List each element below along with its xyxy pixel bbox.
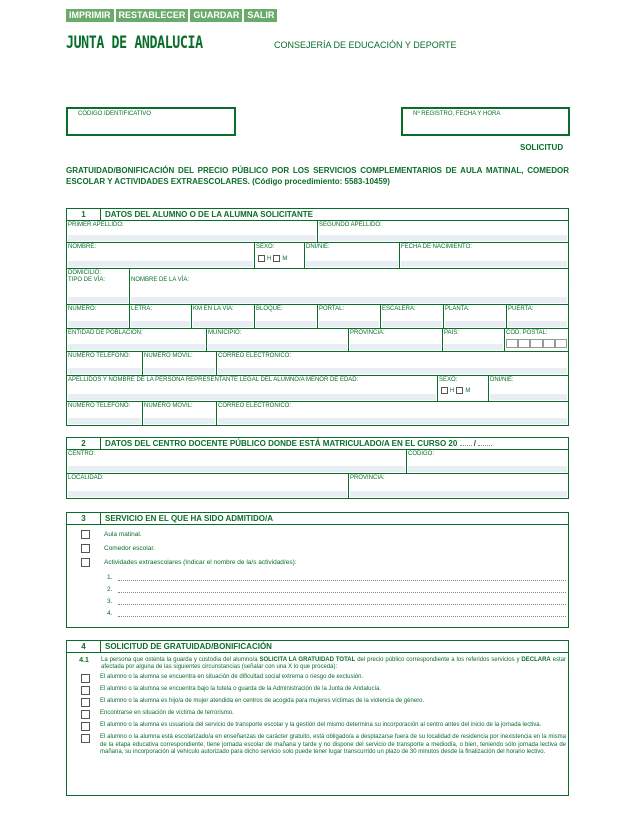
dni-field[interactable]: DNI/NIE: — [305, 243, 400, 268]
repr-telefono-field[interactable]: NÚMERO TELÉFONO: — [67, 402, 143, 425]
option-3-checkbox[interactable] — [81, 698, 90, 707]
imprimir-button[interactable]: IMPRIMIR — [66, 9, 114, 22]
section-title: SOLICITUD DE GRATUIDAD/BONIFICACIÓN — [105, 642, 272, 651]
h-label: H — [267, 256, 272, 263]
codigo-box[interactable] — [66, 107, 236, 136]
aula-matinal-label: Aula matinal. — [104, 530, 142, 538]
option-5-label: El alumno o la alumna es usuario/a del servicio de transporte escolar y la gestión del mismo determina su incorporación al centro antes del inicio de la jornada lectiva. — [100, 722, 542, 728]
section-number: 4 — [67, 641, 101, 652]
bloque-field[interactable]: BLOQUE: — [255, 305, 318, 328]
guardar-button[interactable]: GUARDAR — [190, 9, 242, 22]
option-1-label: El alumno o la alumna se encuentra en situación de dificultad social extrema o riesgo de exclusión. — [100, 674, 364, 680]
section-title: SERVICIO EN EL QUE HA SIDO ADMITIDO/A — [105, 514, 274, 523]
registro-box[interactable] — [401, 107, 570, 136]
comedor-label: Comedor escolar. — [104, 544, 155, 552]
actividad-3-field[interactable]: 3. — [107, 593, 568, 605]
section-number: 1 — [67, 209, 101, 220]
section-title: DATOS DEL ALUMNO O DE LA ALUMNA SOLICITANTE — [105, 210, 313, 219]
puerta-field[interactable]: PUERTA: — [507, 305, 568, 328]
aula-matinal-checkbox[interactable] — [81, 530, 90, 539]
option-3-label: El alumno o la alumna es hijo/a de mujer atendida en centros de acogida para mujeres víctimas de la violencia de género. — [100, 698, 425, 704]
sexo-field — [255, 243, 305, 268]
section-3 — [66, 512, 569, 628]
domicilio-label: DOMICILIO: — [68, 270, 102, 276]
tipo-via-label: TIPO DE VÍA: — [68, 277, 106, 283]
section-1 — [66, 208, 569, 426]
form-title: GRATUIDAD/BONIFICACIÓN DEL PRECIO PÚBLICO POR LOS SERVICIOS COMPLEMENTARIOS DE AULA MATINAL, COMEDOR ESCOLAR Y ACTIVIDADES EXTRAESCOLARES. (Código procedimiento: 5583-10459) — [66, 166, 569, 186]
restablecer-button[interactable]: RESTABLECER — [116, 9, 189, 22]
sexo-label: SEXO: — [256, 244, 275, 250]
consejeria-title: CONSEJERÍA DE EDUCACIÓN Y DEPORTE — [274, 40, 457, 50]
repr-h-label: H — [450, 388, 455, 395]
repr-sexo-label: SEXO: — [439, 377, 458, 383]
option-2-checkbox[interactable] — [81, 686, 90, 695]
option-4-checkbox[interactable] — [81, 710, 90, 719]
brand-logo: JUNTA DE ANDALUCIA — [66, 33, 203, 53]
repr-movil-field[interactable]: NÚMERO MÓVIL: — [143, 402, 217, 425]
sexo-h-checkbox[interactable] — [258, 255, 265, 262]
option-4-label: Encontrarse en situación de víctima de terrorismo. — [100, 710, 234, 716]
repr-dni-field[interactable]: DNI/NIE: — [489, 376, 568, 401]
primer-apellido-field[interactable]: PRIMER APELLIDO: — [67, 221, 318, 242]
repr-correo-field[interactable]: CORREO ELECTRÓNICO: — [217, 402, 568, 425]
cp-label: COD. POSTAL: — [506, 330, 548, 336]
repr-sexo-h-checkbox[interactable] — [441, 387, 448, 394]
entidad-poblacion-field[interactable]: ENTIDAD DE POBLACIÓN: — [67, 329, 207, 351]
option-5-checkbox[interactable] — [81, 722, 90, 731]
option-1-checkbox[interactable] — [81, 674, 90, 683]
escalera-field[interactable]: ESCALERA: — [381, 305, 444, 328]
representante-field[interactable]: APELLIDOS Y NOMBRE DE LA PERSONA REPRESENTANTE LEGAL DEL ALUMNO/A MENOR DE EDAD: — [67, 376, 438, 401]
actividad-2-field[interactable]: 2. — [107, 581, 568, 593]
repr-sexo-m-checkbox[interactable] — [456, 387, 463, 394]
planta-field[interactable]: PLANTA: — [444, 305, 507, 328]
tipo-via-field[interactable] — [67, 269, 130, 304]
fecha-nacimiento-field[interactable]: FECHA DE NACIMIENTO: — [400, 243, 568, 268]
solicitud-label: SOLICITUD — [520, 143, 564, 152]
movil-field[interactable]: NÚMERO MÓVIL: — [143, 352, 217, 375]
section-title: DATOS DEL CENTRO DOCENTE PÚBLICO DONDE ESTÁ MATRICULADO/A EN EL CURSO 20 / — [101, 438, 492, 449]
codigo-postal-field[interactable] — [505, 329, 568, 351]
codigo-centro-field[interactable]: CÓDIGO: — [407, 450, 568, 473]
numero-field[interactable]: NÚMERO: — [67, 305, 130, 328]
option-6-checkbox[interactable] — [81, 734, 90, 743]
repr-sexo-field — [438, 376, 489, 401]
segundo-apellido-field[interactable]: SEGUNDO APELLIDO: — [318, 221, 568, 242]
repr-m-label: M — [465, 388, 471, 395]
provincia-field[interactable]: PROVINCIA: — [349, 329, 443, 351]
actividad-4-field[interactable]: 4. — [107, 605, 568, 617]
nombre-via-field[interactable]: NOMBRE DE LA VÍA: — [130, 269, 568, 304]
section-4 — [66, 640, 569, 796]
comedor-checkbox[interactable] — [81, 544, 90, 553]
toolbar — [66, 9, 277, 22]
actividades-checkbox[interactable] — [81, 558, 90, 567]
cp-digits — [506, 339, 567, 348]
m-label: M — [282, 256, 288, 263]
option-6-label: El alumno o la alumna está escolarizado/a en enseñanzas de carácter gratuito, está obligado/a a desplazarse fuera de su localidad de residencia por inexistencia en la misma de la etapa educativa correspondiente, tiene jornada escolar de mañana y tarde y no dispone del servicio de transporte a mediodía, o bien, teniendo sólo jornada lectiva de mañana, su incorporación al vehículo autorizado para dicho servicio solo puede tener lugar transcurrido un plazo de 30 minutos desde la finalización del horario lectivo. — [100, 734, 566, 755]
declaration-text: La persona que ostenta la guarda y custodia del alumno/a SOLICITA LA GRATUIDAD TOTAL del precio público correspondiente a los referidos servicios y DECLARA estar afectada por alguna de las siguientes circunstancias (señalar con una X lo que proceda): — [101, 657, 567, 670]
registro-label: Nº REGISTRO, FECHA Y HORA — [413, 111, 501, 117]
km-field[interactable]: KM EN LA VÍA: — [192, 305, 255, 328]
correo-field[interactable]: CORREO ELECTRÓNICO: — [217, 352, 568, 375]
salir-button[interactable]: SALIR — [244, 9, 277, 22]
section-number: 2 — [67, 438, 101, 449]
codigo-label: CÓDIGO IDENTIFICATIVO — [78, 111, 151, 117]
pais-field[interactable]: PAÍS: — [443, 329, 505, 351]
section-2 — [66, 437, 569, 499]
portal-field[interactable]: PORTAL: — [318, 305, 381, 328]
subsection-number: 4.1 — [79, 657, 89, 664]
municipio-field[interactable]: MUNICIPIO: — [207, 329, 349, 351]
localidad-field[interactable]: LOCALIDAD: — [67, 474, 349, 498]
actividad-1-field[interactable]: 1. — [107, 569, 568, 581]
provincia-centro-field[interactable]: PROVINCIA: — [349, 474, 568, 498]
letra-field[interactable]: LETRA: — [130, 305, 192, 328]
telefono-field[interactable]: NÚMERO TELÉFONO: — [67, 352, 143, 375]
option-2-label: El alumno o la alumna se encuentra bajo la tutela o guarda de la Administración de la Junta de Andalucía. — [100, 686, 382, 692]
centro-field[interactable]: CENTRO: — [67, 450, 407, 473]
section-number: 3 — [67, 513, 101, 524]
actividades-label: Actividades extraescolares (Indicar el nombre de la/s actividad/es): — [104, 558, 297, 566]
nombre-field[interactable]: NOMBRE: — [67, 243, 255, 268]
sexo-m-checkbox[interactable] — [273, 255, 280, 262]
